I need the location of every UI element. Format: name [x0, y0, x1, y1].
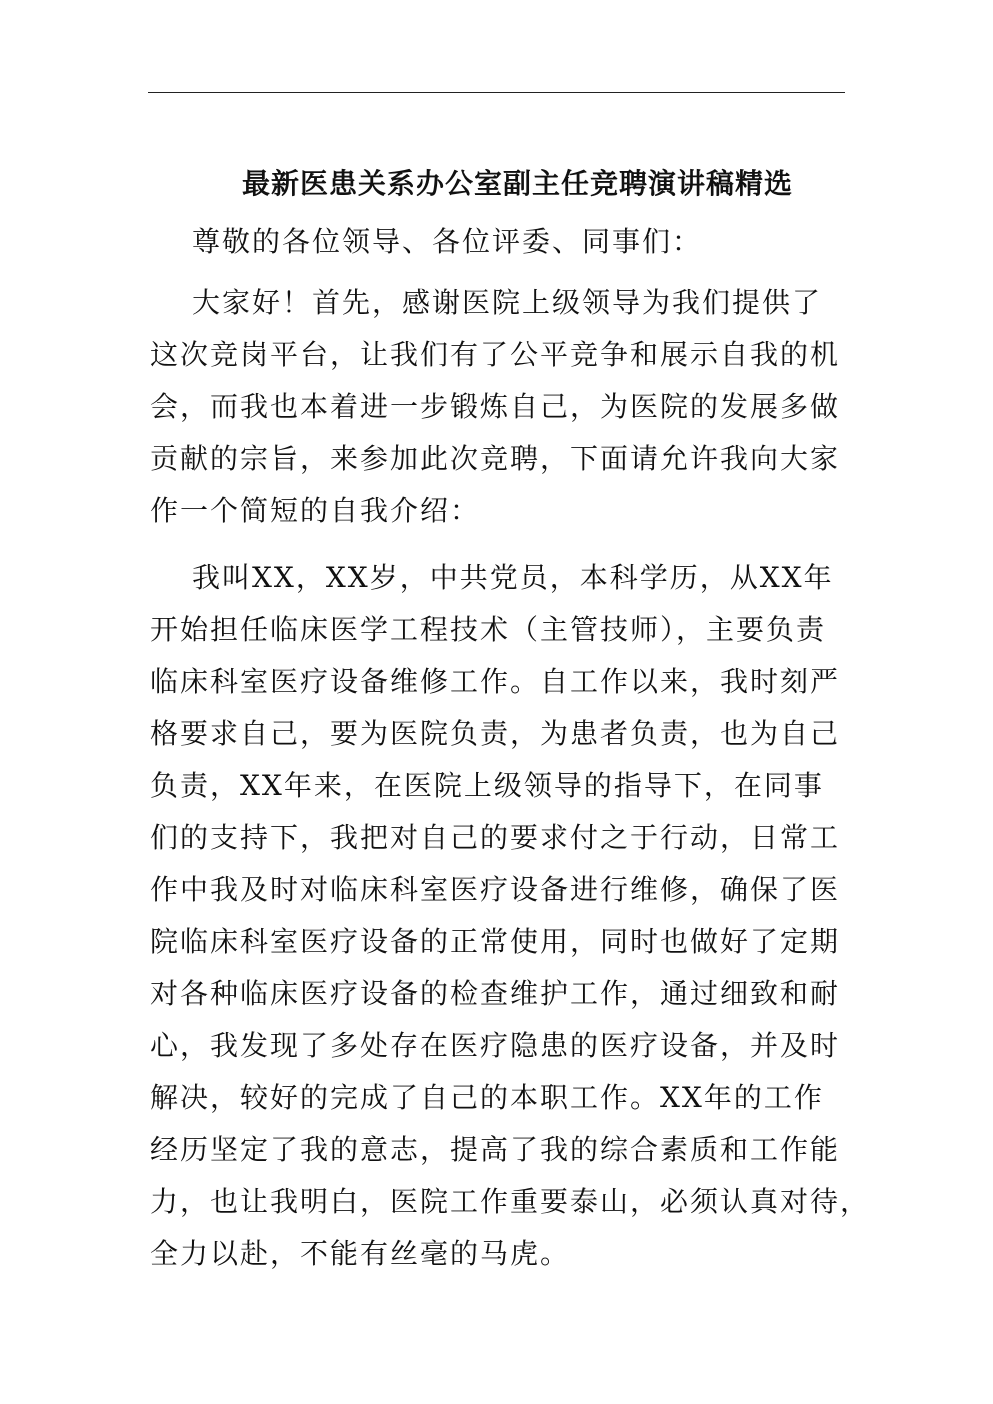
paragraph-1-line: 大家好！首先，感谢医院上级领导为我们提供了: [192, 286, 823, 319]
paragraph-2-line: 格要求自己，要为医院负责，为患者负责，也为自己: [150, 717, 841, 750]
page-title: 最新医患关系办公室副主任竞聘演讲稿精选: [242, 167, 794, 200]
paragraph-1-line: 作一个简短的自我介绍：: [150, 494, 481, 527]
header-rule: [148, 92, 845, 93]
paragraph-2-line: 对各种临床医疗设备的检查维护工作，通过细致和耐: [150, 977, 841, 1010]
paragraph-2-line: 院临床科室医疗设备的正常使用，同时也做好了定期: [150, 925, 841, 958]
paragraph-2-line: 开始担任临床医学工程技术（主管技师），主要负责: [150, 613, 827, 646]
paragraph-1-line: 这次竞岗平台，让我们有了公平竞争和展示自我的机: [150, 338, 841, 371]
paragraph-2-line: 们的支持下，我把对自己的要求付之于行动，日常工: [150, 821, 841, 854]
paragraph-1-line: 贡献的宗旨，来参加此次竞聘，下面请允许我向大家: [150, 442, 841, 475]
paragraph-2-line: 全力以赴，不能有丝毫的马虎。: [150, 1237, 571, 1270]
paragraph-1-line: 会，而我也本着进一步锻炼自己，为医院的发展多做: [150, 390, 841, 423]
paragraph-2-line: 心，我发现了多处存在医疗隐患的医疗设备，并及时: [150, 1029, 841, 1062]
paragraph-2-line: 我叫XX，XX岁，中共党员，本科学历，从XX年: [192, 561, 834, 594]
salutation: 尊敬的各位领导、各位评委、同事们：: [192, 225, 703, 258]
paragraph-2-line: 负责，XX年来，在医院上级领导的指导下，在同事: [150, 769, 824, 802]
paragraph-2-line: 作中我及时对临床科室医疗设备进行维修，确保了医: [150, 873, 841, 906]
paragraph-2-line: 解决，较好的完成了自己的本职工作。XX年的工作: [150, 1081, 824, 1114]
paragraph-2-line: 临床科室医疗设备维修工作。自工作以来，我时刻严: [150, 665, 841, 698]
paragraph-2-line: 力，也让我明白，医院工作重要泰山，必须认真对待，: [150, 1185, 871, 1218]
paragraph-2-line: 经历坚定了我的意志，提高了我的综合素质和工作能: [150, 1133, 841, 1166]
